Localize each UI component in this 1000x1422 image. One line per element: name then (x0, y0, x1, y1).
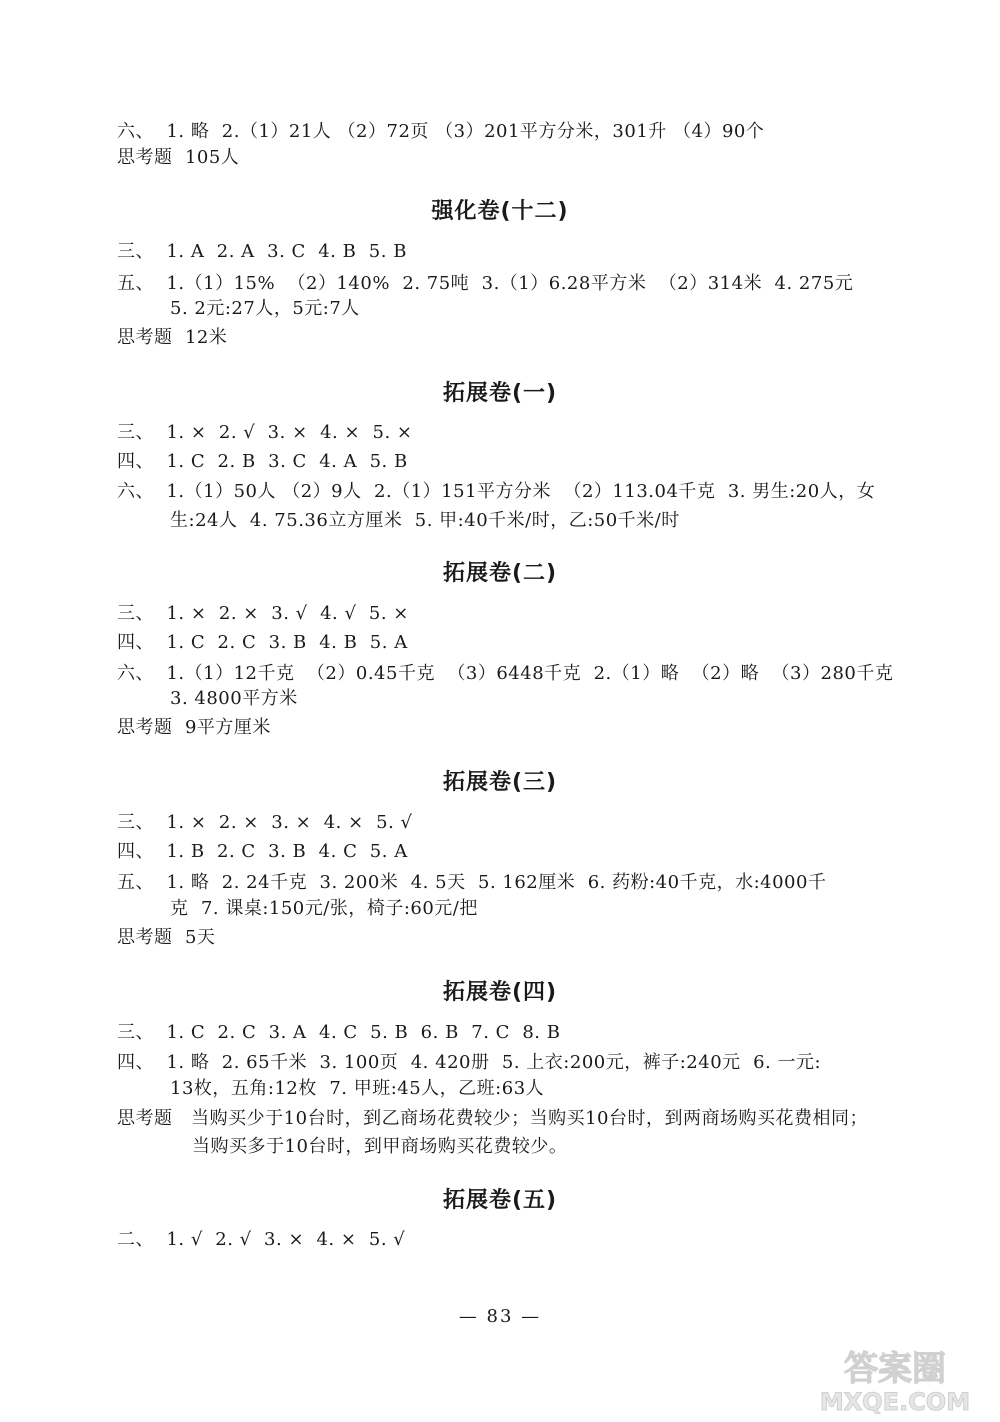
watermark-text-top: 答案圈 (844, 1349, 946, 1389)
answer-line: 3. 4800平方米 (170, 688, 298, 709)
section-title: 拓展卷(一) (442, 381, 558, 406)
answer-line: 六、 1.（1）12千克 （2）0.45千克 （3）6448千克 2.（1）略 （2）略 （3）280千克 (117, 663, 894, 684)
answer-line: 5. 2元:27人，5元:7人 (170, 298, 360, 319)
answer-line: 四、 1. 略 2. 65千米 3. 100页 4. 420册 5. 上衣:200元，裤子:240元 6. 一元: (117, 1052, 822, 1073)
section-title: 拓展卷(四) (442, 980, 558, 1005)
section-title: 强化卷(十二) (431, 199, 569, 224)
answer-line: 克 7. 课桌:150元/张，椅子:60元/把 (170, 898, 478, 919)
answer-line: 思考题 9平方厘米 (117, 717, 271, 738)
answer-line: 思考题 当购买少于10台时，到乙商场花费较少；当购买10台时，到两商场购买花费相同； (117, 1108, 868, 1129)
answer-line: 五、 1.（1）15% （2）140% 2. 75吨 3.（1）6.28平方米 （2）314米 4. 275元 (117, 273, 854, 294)
section-title: 拓展卷(三) (442, 770, 558, 795)
answer-line: 六、 1.（1）50人 （2）9人 2.（1）151平方分米 （2）113.04千克 3. 男生:20人，女 (117, 481, 876, 502)
watermark-logo (800, 1340, 990, 1415)
answer-line: 13枚，五角:12枚 7. 甲班:45人，乙班:63人 (170, 1078, 545, 1099)
answer-line: 思考题 12米 (117, 327, 228, 348)
answer-line: 思考题 105人 (117, 147, 240, 168)
answer-line: 四、 1. C 2. B 3. C 4. A 5. B (117, 451, 408, 472)
answer-line: 四、 1. C 2. C 3. B 4. B 5. A (117, 632, 408, 653)
watermark-text-bottom: MXQE.COM (819, 1388, 971, 1415)
answer-line: 三、 1. C 2. C 3. A 4. C 5. B 6. B 7. C 8. B (117, 1022, 561, 1043)
section-title: 拓展卷(二) (442, 561, 558, 586)
answer-line: 生:24人 4. 75.36立方厘米 5. 甲:40千米/时，乙:50千米/时 (170, 510, 680, 531)
page-number: — 83 — (458, 1306, 542, 1327)
answer-line: 四、 1. B 2. C 3. B 4. C 5. A (117, 841, 408, 862)
answer-line: 三、 1. A 2. A 3. C 4. B 5. B (117, 241, 407, 262)
answer-line: 三、 1. × 2. √ 3. × 4. × 5. × (117, 422, 413, 443)
answer-line: 三、 1. × 2. × 3. √ 4. √ 5. × (117, 603, 409, 624)
answer-line: 三、 1. × 2. × 3. × 4. × 5. √ (117, 812, 413, 833)
answer-line: 思考题 5天 (117, 927, 216, 948)
answer-line: 六、 1. 略 2.（1）21人 （2）72页 （3）201平方分米，301升 （4）90个 (117, 121, 765, 142)
section-title: 拓展卷(五) (442, 1188, 558, 1213)
answer-line: 二、 1. √ 2. √ 3. × 4. × 5. √ (117, 1229, 406, 1250)
answer-line: 当购买多于10台时，到甲商场购买花费较少。 (192, 1136, 568, 1157)
answer-line: 五、 1. 略 2. 24千克 3. 200米 4. 5天 5. 162厘米 6. 药粉:40千克，水:4000千 (117, 872, 827, 893)
